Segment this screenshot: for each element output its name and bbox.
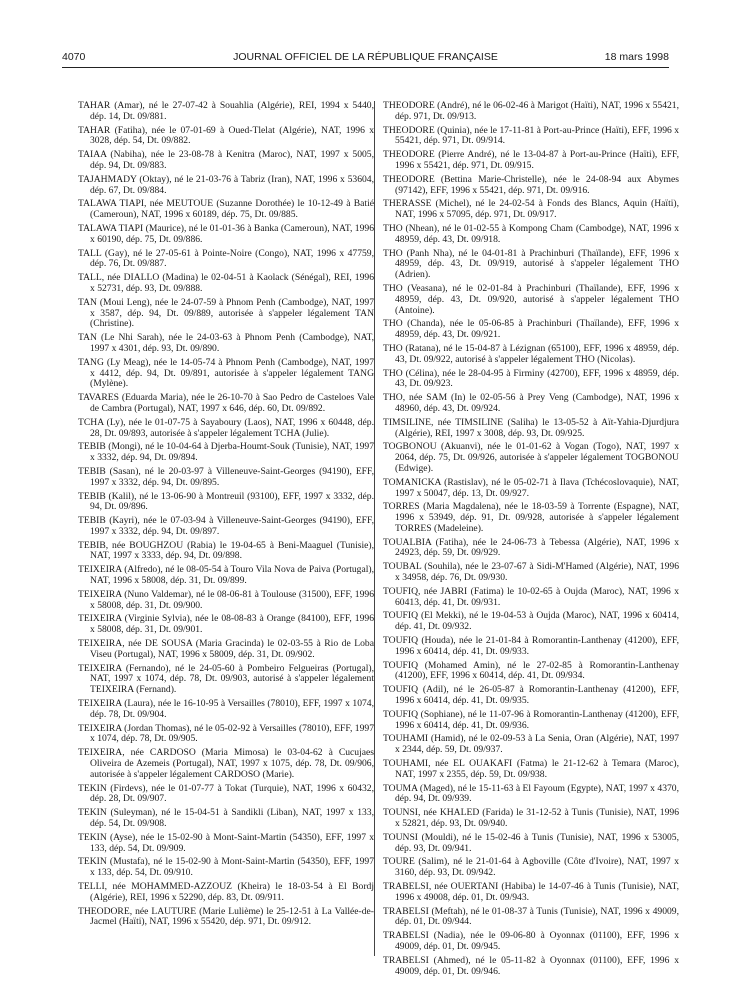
list-item: THO (Panh Nha), né le 04-01-81 à Prachinburi (Thaïlande), EFF, 1996 x 48959, dép. 43, Dt. 09/919, autorisé à s'appeler légalement THO (Adrien). xyxy=(383,247,679,281)
list-item: TRABELSI (Meftah), né le 01-08-37 à Tunis (Tunisie), NAT, 1996 x 49009, dép. 01, Dt. 09/944. xyxy=(383,905,679,928)
list-item: TEIXEIRA (Fernando), né le 24-05-60 à Pombeiro Felgueiras (Portugal), NAT, 1997 x 1074, dép. 78, Dt. 09/903, autorisé à s'appeler légalement TEIXEIRA (Fernand). xyxy=(78,662,374,696)
list-item: THO (Nhean), né le 01-02-55 à Kompong Cham (Cambodge), NAT, 1996 x 48959, dép. 43, Dt. 09/918. xyxy=(383,222,679,245)
list-item: TCHA (Ly), née le 01-07-75 à Sayaboury (Laos), NAT, 1996 x 60448, dép. 28, Dt. 09/893, autorisée à s'appeler légalement TCHA (Julie). xyxy=(78,416,374,439)
list-item: TALAWA TIAPI, née MEUTOUE (Suzanne Dorothée) le 10-12-49 à Batié (Cameroun), NAT, 1996 x 60189, dép. 75, Dt. 09/885. xyxy=(78,198,374,221)
list-item: TEIXEIRA (Jordan Thomas), né le 05-02-92 à Versailles (78010), EFF, 1997 x 1074, dép. 78, Dt. 09/905. xyxy=(78,722,374,745)
list-item: TOUFIQ (Sophiane), né le 11-07-96 à Romorantin-Lanthenay (41200), EFF, 1996 x 60414, dép. 41, Dt. 09/936. xyxy=(383,708,679,731)
list-item: TEBIB, née BOUGHZOU (Rabia) le 19-04-65 à Beni-Maaguel (Tunisie), NAT, 1997 x 3333, dép. 94, Dt. 09/898. xyxy=(78,539,374,562)
list-item: TOUFIQ (Houda), née le 21-01-84 à Romorantin-Lanthenay (41200), EFF, 1996 x 60414, dép. 41, Dt. 09/933. xyxy=(383,635,679,657)
column-divider xyxy=(374,101,375,956)
right-column xyxy=(383,101,679,980)
list-item: THEODORE, née LAUTURE (Marie Lulième) le 25-12-51 à La Vallée-de-Jacmel (Haïti), NAT, 1996 x 55420, dép. 971, Dt. 09/912. xyxy=(78,905,374,928)
list-item: THO (Chanda), née le 05-06-85 à Prachinburi (Thaïlande), EFF, 1996 x 48959, dép. 43, Dt. 09/921. xyxy=(383,318,679,341)
list-item: TAIAA (Nabiha), née le 23-08-78 à Kenitra (Maroc), NAT, 1997 x 5005, dép. 94, Dt. 09/883. xyxy=(78,149,374,171)
list-item: THEODORE (Bettina Marie-Christelle), née le 24-08-94 aux Abymes (97142), EFF, 1996 x 55421, dép. 971, Dt. 09/916. xyxy=(383,173,679,196)
list-item: TELLI, née MOHAMMED-AZZOUZ (Kheira) le 18-03-54 à El Bordj (Algérie), REI, 1996 x 52290, dép. 83, Dt. 09/911. xyxy=(78,881,374,903)
list-item: TALL (Gay), né le 27-05-61 à Pointe-Noire (Congo), NAT, 1996 x 47759, dép. 76, Dt. 09/887. xyxy=(78,247,374,270)
list-item: TAN (Le Nhi Sarah), née le 24-03-63 à Phnom Penh (Cambodge), NAT, 1997 x 4301, dép. 93, Dt. 09/890. xyxy=(78,332,374,354)
list-item: TOUNSI, née KHALED (Farida) le 31-12-52 à Tunis (Tunisie), NAT, 1996 x 52821, dép. 93, Dt. 09/940. xyxy=(383,807,679,830)
list-item: TAJAHMADY (Oktay), né le 21-03-76 à Tabriz (Iran), NAT, 1996 x 53604, dép. 67, Dt. 09/884. xyxy=(78,173,374,196)
list-item: TEKIN (Mustafa), né le 15-02-90 à Mont-Saint-Martin (54350), EFF, 1997 x 133, dép. 54, Dt. 09/910. xyxy=(78,856,374,879)
issue-date: 18 mars 1998 xyxy=(604,51,669,63)
journal-title: JOURNAL OFFICIEL DE LA RÉPUBLIQUE FRANÇAISE xyxy=(233,51,498,63)
list-item: TAHAR (Amar), né le 27-07-42 à Souahlia (Algérie), REI, 1994 x 5440, dép. 14, Dt. 09/881. xyxy=(78,100,374,122)
list-item: TAHAR (Fatiha), née le 07-01-69 à Oued-Tlelat (Algérie), NAT, 1996 x 3028, dép. 54, Dt. 09/882. xyxy=(78,124,374,147)
page-number: 4070 xyxy=(62,51,86,63)
list-item: THO (Veasana), né le 02-01-84 à Prachinburi (Thaïlande), EFF, 1996 x 48959, dép. 43, Dt. 09/920, autorisé à s'appeler légalement THO (Antoine). xyxy=(383,282,679,316)
list-item: THEODORE (Quinia), née le 17-11-81 à Port-au-Prince (Haïti), EFF, 1996 x 55421, dép. 971, Dt. 09/914. xyxy=(383,124,679,147)
list-item: TEKIN (Suleyman), né le 15-04-51 à Sandikli (Liban), NAT, 1997 x 133, dép. 54, Dt. 09/908. xyxy=(78,807,374,830)
list-item: THEODORE (André), né le 06-02-46 à Marigot (Haïti), NAT, 1996 x 55421, dép. 971, Dt. 09/913. xyxy=(383,100,679,122)
list-item: TOURE (Salim), né le 21-01-64 à Agboville (Côte d'Ivoire), NAT, 1997 x 3160, dép. 93, Dt. 09/942. xyxy=(383,856,679,879)
list-item: TIMSILINE, née TIMSILINE (Saliha) le 13-05-52 à Aït-Yahia-Djurdjura (Algérie), REI, 1997 x 3008, dép. 93, Dt. 09/925. xyxy=(383,416,679,439)
list-item: TEBIB (Kayri), née le 07-03-94 à Villeneuve-Saint-Georges (94190), EFF, 1997 x 3332, dép. 94, Dt. 09/897. xyxy=(78,515,374,537)
list-item: TEIXEIRA (Alfredo), né le 08-05-54 à Touro Vila Nova de Paiva (Portugal), NAT, 1996 x 58008, dép. 31, Dt. 09/899. xyxy=(78,564,374,587)
header-rule xyxy=(62,67,669,68)
left-column xyxy=(78,101,374,931)
page-header xyxy=(62,51,669,67)
list-item: TEIXEIRA (Virginie Sylvia), née le 08-08-83 à Orange (84100), EFF, 1996 x 58008, dép. 31, Dt. 09/901. xyxy=(78,613,374,636)
list-item: TOUFIQ (Mohamed Amin), né le 27-02-85 à Romorantin-Lanthenay (41200), EFF, 1996 x 60414, dép. 41, Dt. 09/934. xyxy=(383,659,679,682)
list-item: TORRES (Maria Magdalena), née le 18-03-59 à Torrente (Espagne), NAT, 1996 x 53949, dép. 91, Dt. 09/928, autorisée à s'appeler légalement TORRES (Madeleine). xyxy=(383,501,679,534)
list-item: TALL, née DIALLO (Madina) le 02-04-51 à Kaolack (Sénégal), REI, 1996 x 52731, dép. 93, Dt. 09/888. xyxy=(78,272,374,294)
list-item: TEKIN (Firdevs), née le 01-07-77 à Tokat (Turquie), NAT, 1996 x 60432, dép. 28, Dt. 09/907. xyxy=(78,782,374,805)
list-item: TOUHAMI, née EL OUAKAFI (Fatma) le 21-12-62 à Temara (Maroc), NAT, 1997 x 2355, dép. 59, Dt. 09/938. xyxy=(383,758,679,780)
list-item: TOUALBIA (Fatiha), née le 24-06-73 à Tebessa (Algérie), NAT, 1996 x 24923, dép. 59, Dt. 09/929. xyxy=(383,536,679,559)
list-item: TAVARES (Eduarda Maria), née le 26-10-70 à Sao Pedro de Casteloes Vale de Cambra (Portugal), NAT, 1997 x 646, dép. 60, Dt. 09/892. xyxy=(78,392,374,414)
list-item: TEIXEIRA (Laura), née le 16-10-95 à Versailles (78010), EFF, 1997 x 1074, dép. 78, Dt. 09/904. xyxy=(78,698,374,720)
list-item: THO, née SAM (In) le 02-05-56 à Prey Veng (Cambodge), NAT, 1996 x 48960, dép. 43, Dt. 09/924. xyxy=(383,392,679,414)
list-item: TOUFIQ (Adil), né le 26-05-87 à Romorantin-Lanthenay (41200), EFF, 1996 x 60414, dép. 41, Dt. 09/935. xyxy=(383,684,679,707)
list-item: TOUBAL (Souhila), née le 23-07-67 à Sidi-M'Hamed (Algérie), NAT, 1996 x 34958, dép. 76, Dt. 09/930. xyxy=(383,561,679,584)
list-item: THO (Ratana), né le 15-04-87 à Lézignan (65100), EFF, 1996 x 48959, dép. 43, Dt. 09/922, autorisé à s'appeler légalement THO (Nicolas). xyxy=(383,342,679,365)
list-item: THO (Célina), née le 28-04-95 à Firminy (42700), EFF, 1996 x 48959, dép. 43, Dt. 09/923. xyxy=(383,367,679,390)
list-item: TRABELSI (Ahmed), né le 05-11-82 à Oyonnax (01100), EFF, 1996 x 49009, dép. 01, Dt. 09/946. xyxy=(383,954,679,977)
list-item: TRABELSI, née OUERTANI (Habiba) le 14-07-46 à Tunis (Tunisie), NAT, 1996 x 49008, dép. 01, Dt. 09/943. xyxy=(383,881,679,903)
list-item: TEBIB (Kalil), né le 13-06-90 à Montreuil (93100), EFF, 1997 x 3332, dép. 94, Dt. 09/896. xyxy=(78,490,374,513)
list-item: TALAWA TIAPI (Maurice), né le 01-01-36 à Banka (Cameroun), NAT, 1996 x 60190, dép. 75, Dt. 09/886. xyxy=(78,222,374,245)
list-item: TOUHAMI (Hamid), né le 02-09-53 à La Senia, Oran (Algérie), NAT, 1997 x 2344, dép. 59, Dt. 09/937. xyxy=(383,733,679,756)
list-item: TAN (Moui Leng), née le 24-07-59 à Phnom Penh (Cambodge), NAT, 1997 x 3587, dép. 94, Dt. 09/889, autorisée à s'appeler légalement TAN (Christine). xyxy=(78,296,374,330)
list-item: TRABELSI (Nadia), née le 09-06-80 à Oyonnax (01100), EFF, 1996 x 49009, dép. 01, Dt. 09/945. xyxy=(383,930,679,952)
list-item: TOUFIQ, née JABRI (Fatima) le 10-02-65 à Oujda (Maroc), NAT, 1996 x 60413, dép. 41, Dt. 09/931. xyxy=(383,585,679,608)
list-item: TOUFIQ (El Mekki), né le 19-04-53 à Oujda (Maroc), NAT, 1996 x 60414, dép. 41, Dt. 09/932. xyxy=(383,610,679,633)
list-item: TOGBONOU (Akuanvi), née le 01-01-62 à Vogan (Togo), NAT, 1997 x 2064, dép. 75, Dt. 09/926, autorisée à s'appeler légalement TOGBONOU (Edwige). xyxy=(383,441,679,474)
list-item: TOUMA (Maged), né le 15-11-63 à El Fayoum (Egypte), NAT, 1997 x 4370, dép. 94, Dt. 09/939. xyxy=(383,782,679,805)
list-item: THEODORE (Pierre André), né le 13-04-87 à Port-au-Prince (Haïti), EFF, 1996 x 55421, dép. 971, Dt. 09/915. xyxy=(383,149,679,171)
list-item: TEIXEIRA, née DE SOUSA (Maria Gracinda) le 02-03-55 à Rio de Loba Viseu (Portugal), NAT, 1996 x 58009, dép. 31, Dt. 09/902. xyxy=(78,638,374,660)
list-item: TOUNSI (Mouldi), né le 15-02-46 à Tunis (Tunisie), NAT, 1996 x 53005, dép. 93, Dt. 09/941. xyxy=(383,831,679,854)
list-item: TOMANICKA (Rastislav), né le 05-02-71 à Ilava (Tchécoslovaquie), NAT, 1997 x 50047, dép. 13, Dt. 09/927. xyxy=(383,476,679,499)
list-item: TEBIB (Sasan), né le 20-03-97 à Villeneuve-Saint-Georges (94190), EFF, 1997 x 3332, dép. 94, Dt. 09/895. xyxy=(78,465,374,488)
list-item: TEIXEIRA, née CARDOSO (Maria Mimosa) le 03-04-62 à Cucujaes Oliveira de Azemeis (Portugal), NAT, 1997 x 1075, dép. 78, Dt. 09/906, autorisée à s'appeler légalement CARDOSO (Marie). xyxy=(78,747,374,780)
list-item: TEKIN (Ayse), née le 15-02-90 à Mont-Saint-Martin (54350), EFF, 1997 x 133, dép. 54, Dt. 09/909. xyxy=(78,831,374,854)
list-item: THERASSE (Michel), né le 24-02-54 à Fonds des Blancs, Aquin (Haïti), NAT, 1996 x 57095, dép. 971, Dt. 09/917. xyxy=(383,198,679,221)
list-item: TEIXEIRA (Nuno Valdemar), né le 08-06-81 à Toulouse (31500), EFF, 1996 x 58008, dép. 31, Dt. 09/900. xyxy=(78,588,374,611)
list-item: TANG (Ly Meag), née le 14-05-74 à Phnom Penh (Cambodge), NAT, 1997 x 4412, dép. 94, Dt. 09/891, autorisée à s'appeler légalement TANG (Mylène). xyxy=(78,356,374,390)
list-item: TEBIB (Mongi), né le 10-04-64 à Djerba-Houmt-Souk (Tunisie), NAT, 1997 x 3332, dép. 94, Dt. 09/894. xyxy=(78,441,374,464)
